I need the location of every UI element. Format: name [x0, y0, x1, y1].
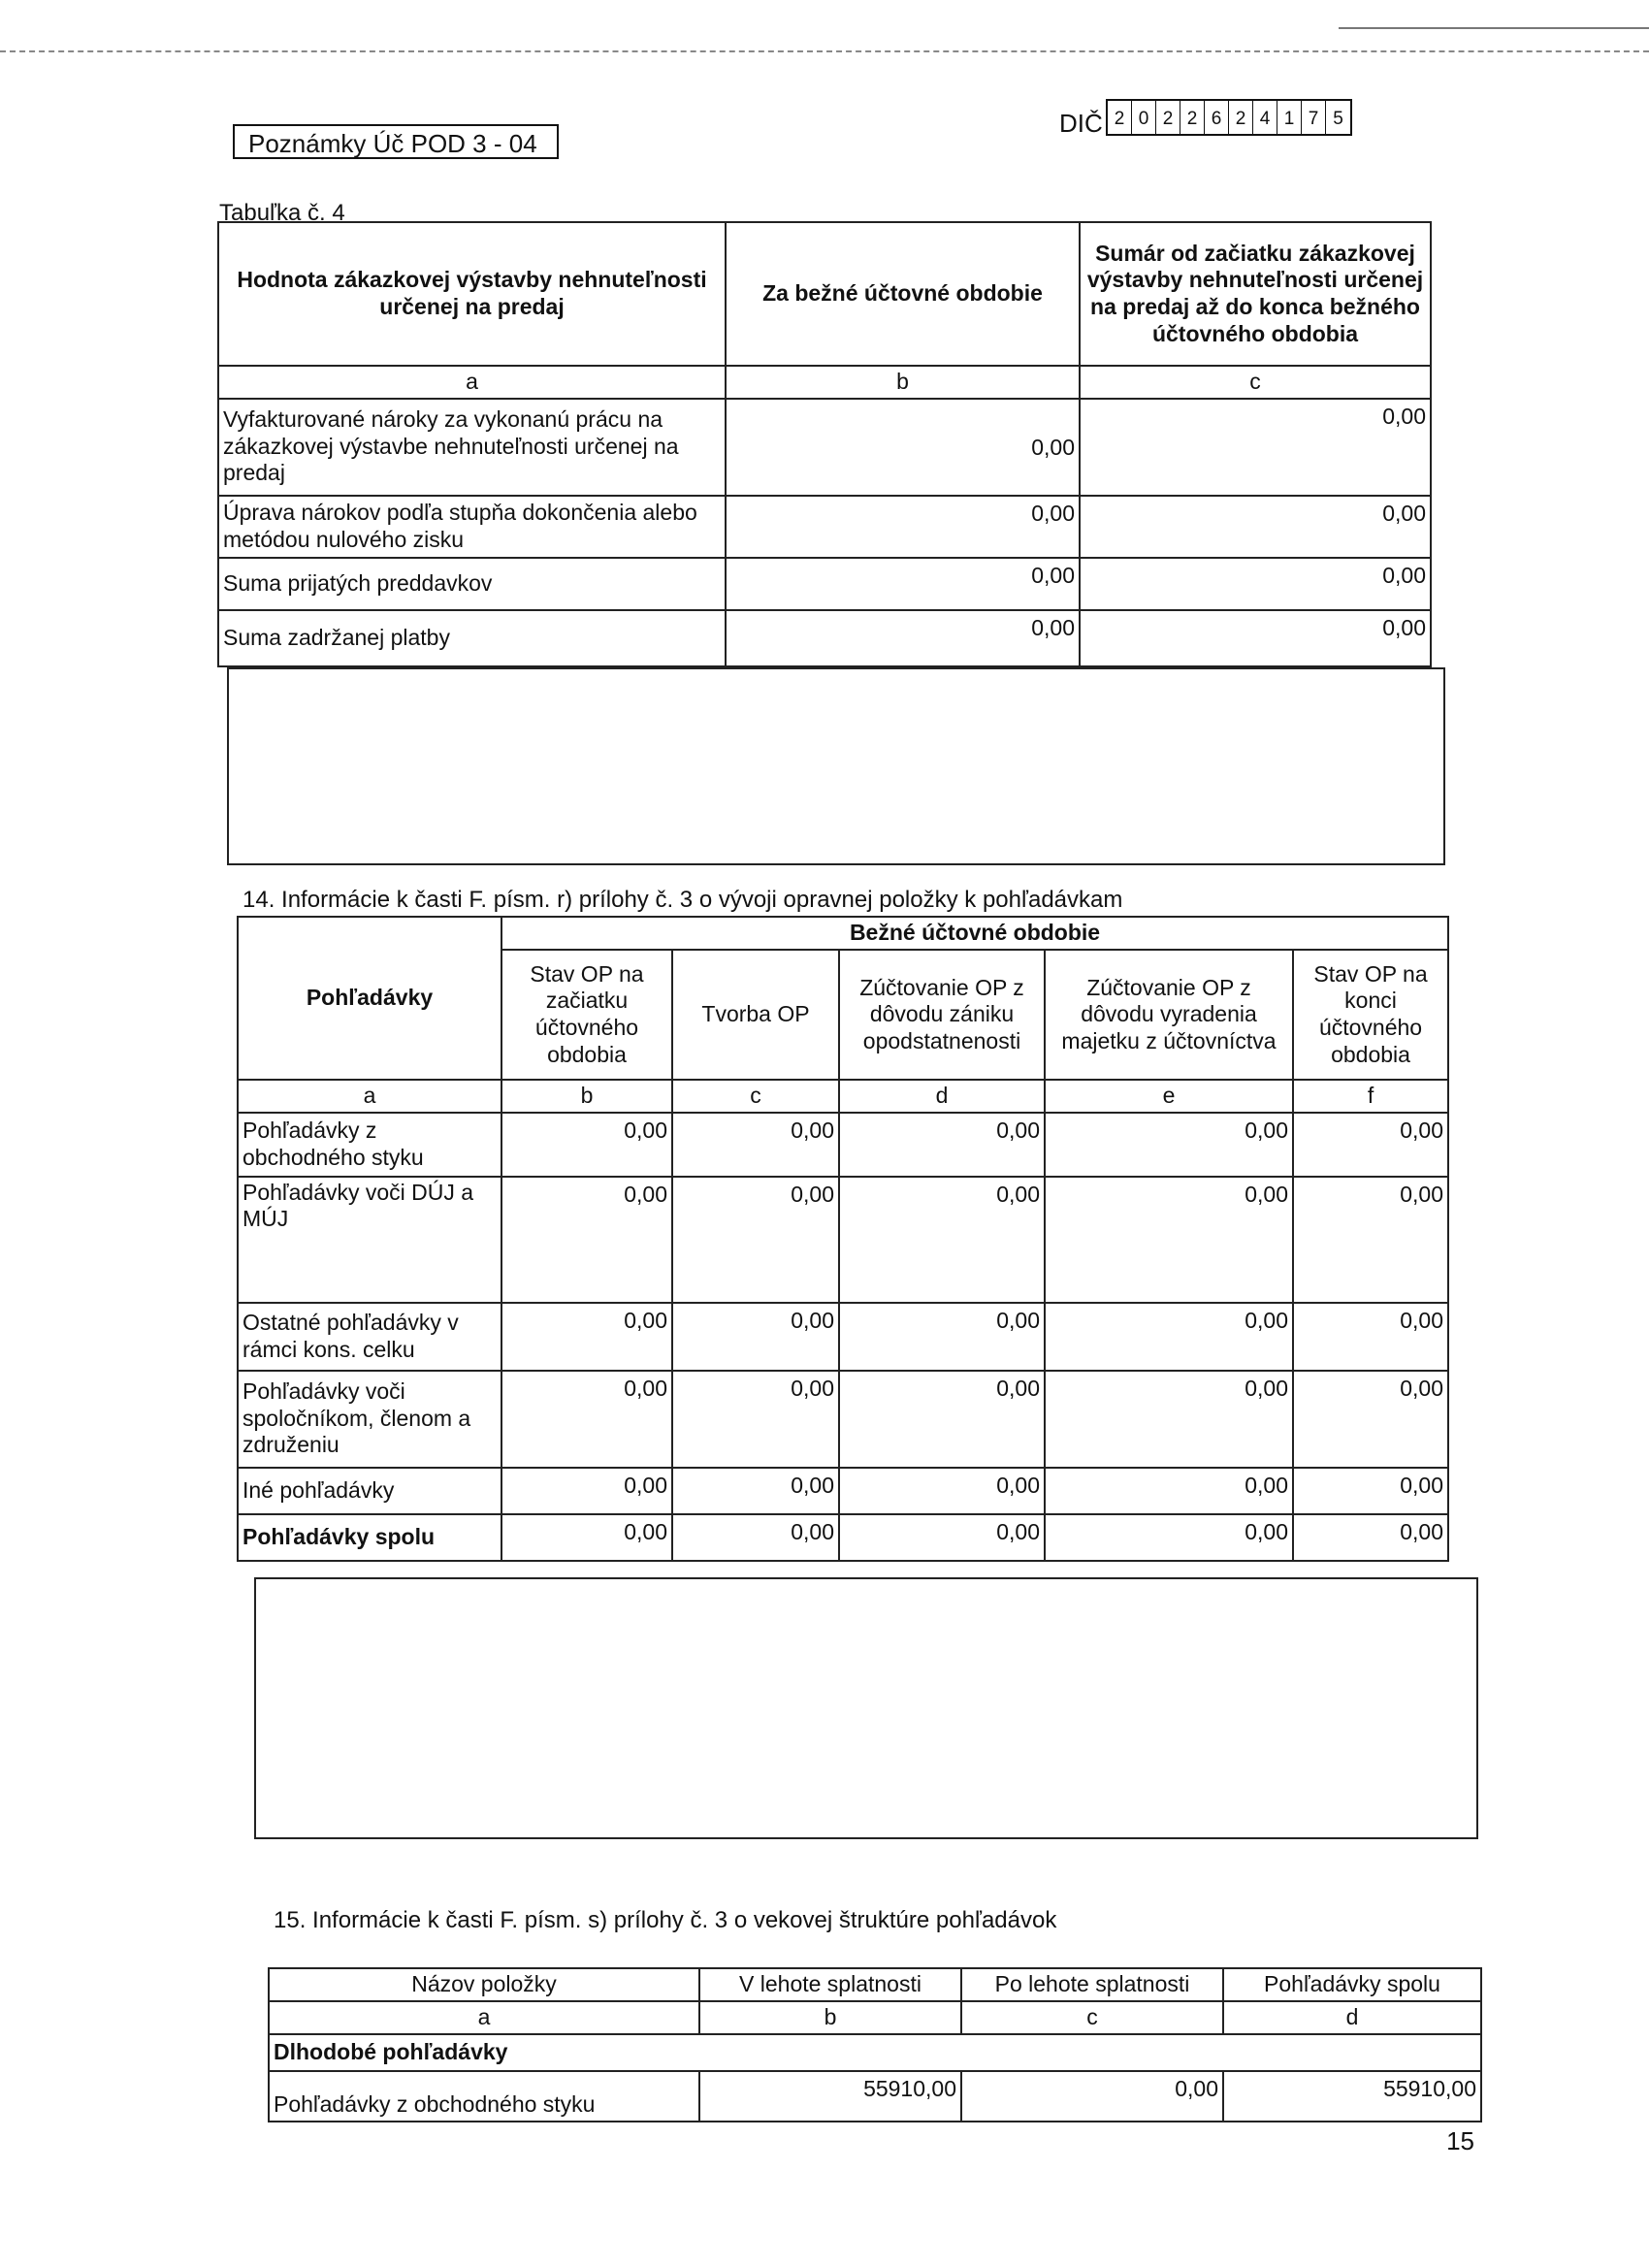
section14-header-b: Stav OP na začiatku účtovného obdobia	[501, 950, 672, 1080]
column-letter: f	[1293, 1080, 1448, 1113]
section15-header-c: Po lehote splatnosti	[961, 1968, 1223, 2001]
form-id-label: Poznámky Úč POD 3 - 04	[233, 124, 559, 159]
value-cell: 0,00	[1045, 1514, 1293, 1561]
value-cell: 0,00	[839, 1177, 1045, 1303]
value-cell: 0,00	[1080, 558, 1431, 610]
value-cell: 0,00	[961, 2071, 1223, 2122]
value-cell: 55910,00	[1223, 2071, 1481, 2122]
value-cell: 0,00	[1293, 1177, 1448, 1303]
notes-box	[227, 667, 1445, 865]
scan-artifact-line	[0, 50, 1649, 52]
value-cell: 0,00	[839, 1113, 1045, 1177]
value-cell: 55910,00	[699, 2071, 961, 2122]
table4-header-c: Sumár od začiatku zákazkovej výstavby nehnuteľnosti určenej na predaj až do konca bežného účtovného obdobia	[1080, 222, 1431, 366]
table-row	[269, 2071, 1481, 2122]
table4-header-b: Za bežné účtovné obdobie	[726, 222, 1080, 366]
row-label: Pohľadávky z obchodného styku	[269, 2071, 699, 2122]
column-letter: d	[1223, 2001, 1481, 2034]
page-number: 15	[1446, 2126, 1474, 2155]
dic-label: DIČ	[1059, 109, 1103, 138]
dic-digit: 0	[1132, 101, 1156, 134]
value-cell: 0,00	[1045, 1468, 1293, 1514]
value-cell: 0,00	[501, 1177, 672, 1303]
table-row	[218, 399, 1431, 496]
value-cell: 0,00	[1045, 1177, 1293, 1303]
value-cell: 0,00	[501, 1303, 672, 1371]
value-cell: 0,00	[1045, 1371, 1293, 1468]
group-row-label: Dlhodobé pohľadávky	[269, 2034, 1481, 2071]
dic-digit: 1	[1277, 101, 1302, 134]
dic-digit: 4	[1253, 101, 1277, 134]
scan-artifact-line	[1339, 27, 1649, 29]
value-cell: 0,00	[1293, 1303, 1448, 1371]
value-cell: 0,00	[672, 1303, 839, 1371]
column-letter: a	[218, 366, 726, 399]
row-label: Suma prijatých preddavkov	[218, 558, 726, 610]
value-cell: 0,00	[1293, 1113, 1448, 1177]
section14-header-f: Stav OP na konci účtovného obdobia	[1293, 950, 1448, 1080]
section15-header-b: V lehote splatnosti	[699, 1968, 961, 2001]
row-label: Ostatné pohľadávky v rámci kons. celku	[238, 1303, 501, 1371]
value-cell: 0,00	[501, 1514, 672, 1561]
dic-digit: 2	[1108, 101, 1132, 134]
notes-box	[254, 1577, 1478, 1839]
dic-digit: 2	[1156, 101, 1180, 134]
column-letter: b	[726, 366, 1080, 399]
table-row	[238, 1468, 1448, 1514]
dic-digit: 6	[1205, 101, 1229, 134]
section14-header-c: Tvorba OP	[672, 950, 839, 1080]
section15-header-a: Názov položky	[269, 1968, 699, 2001]
table-row	[238, 1177, 1448, 1303]
table4-caption: Tabuľka č. 4	[219, 200, 345, 226]
value-cell: 0,00	[1293, 1371, 1448, 1468]
row-label-total: Pohľadávky spolu	[238, 1514, 501, 1561]
value-cell: 0,00	[839, 1514, 1045, 1561]
row-label: Vyfakturované nároky za vykonanú prácu na zákazkovej výstavbe nehnuteľnosti určenej na predaj	[218, 399, 726, 496]
value-cell: 0,00	[1080, 610, 1431, 666]
section15-header-d: Pohľadávky spolu	[1223, 1968, 1481, 2001]
value-cell: 0,00	[1080, 399, 1431, 496]
section14-table	[237, 916, 1449, 1562]
row-label: Iné pohľadávky	[238, 1468, 501, 1514]
table-row	[218, 610, 1431, 666]
column-letter: d	[839, 1080, 1045, 1113]
column-letter: b	[501, 1080, 672, 1113]
table4-header-a: Hodnota zákazkovej výstavby nehnuteľnosti určenej na predaj	[218, 222, 726, 366]
section15-caption: 15. Informácie k časti F. písm. s) prílohy č. 3 o vekovej štruktúre pohľadávok	[274, 1907, 1057, 1933]
value-cell: 0,00	[839, 1468, 1045, 1514]
value-cell: 0,00	[1045, 1113, 1293, 1177]
row-label: Pohľadávky voči DÚJ a MÚJ	[238, 1177, 501, 1303]
dic-digit: 2	[1180, 101, 1205, 134]
table-row	[238, 1303, 1448, 1371]
value-cell: 0,00	[501, 1113, 672, 1177]
value-cell: 0,00	[672, 1371, 839, 1468]
dic-digit: 2	[1229, 101, 1253, 134]
dic-digit: 5	[1333, 109, 1343, 129]
value-cell: 0,00	[1080, 496, 1431, 558]
section14-group-header: Bežné účtovné obdobie	[501, 917, 1448, 950]
value-cell: 0,00	[501, 1371, 672, 1468]
value-cell: 0,00	[726, 496, 1080, 558]
column-letter: e	[1045, 1080, 1293, 1113]
value-cell: 0,00	[672, 1514, 839, 1561]
row-label: Úprava nárokov podľa stupňa dokončenia alebo metódou nulového zisku	[218, 496, 726, 558]
value-cell: 0,00	[501, 1468, 672, 1514]
table-row-total	[238, 1514, 1448, 1561]
section14-header-a: Pohľadávky	[238, 917, 501, 1080]
section14-caption: 14. Informácie k časti F. písm. r) prílohy č. 3 o vývoji opravnej položky k pohľadávkam	[242, 887, 1123, 913]
column-letter: a	[269, 2001, 699, 2034]
value-cell: 0,00	[1293, 1514, 1448, 1561]
value-cell: 0,00	[839, 1371, 1045, 1468]
value-cell: 0,00	[726, 399, 1080, 496]
column-letter: c	[961, 2001, 1223, 2034]
column-letter: a	[238, 1080, 501, 1113]
value-cell: 0,00	[839, 1303, 1045, 1371]
dic-digit: 7	[1302, 101, 1326, 134]
section15-table	[268, 1967, 1482, 2122]
value-cell: 0,00	[726, 558, 1080, 610]
table-row	[218, 496, 1431, 558]
column-letter: c	[672, 1080, 839, 1113]
row-label: Pohľadávky voči spoločníkom, členom a združeniu	[238, 1371, 501, 1468]
column-letter: c	[1080, 366, 1431, 399]
table4	[217, 221, 1432, 667]
column-letter: b	[699, 2001, 961, 2034]
value-cell: 0,00	[1293, 1468, 1448, 1514]
row-label: Suma zadržanej platby	[218, 610, 726, 666]
section14-header-d: Zúčtovanie OP z dôvodu zániku opodstatnenosti	[839, 950, 1045, 1080]
section14-header-e: Zúčtovanie OP z dôvodu vyradenia majetku z účtovníctva	[1045, 950, 1293, 1080]
value-cell: 0,00	[726, 610, 1080, 666]
table-row	[238, 1371, 1448, 1468]
value-cell: 0,00	[1045, 1303, 1293, 1371]
table-row	[218, 558, 1431, 610]
value-cell: 0,00	[672, 1468, 839, 1514]
row-label: Pohľadávky z obchodného styku	[238, 1113, 501, 1177]
dic-boxes	[1106, 99, 1352, 136]
table-row	[238, 1113, 1448, 1177]
value-cell: 0,00	[672, 1177, 839, 1303]
value-cell: 0,00	[672, 1113, 839, 1177]
